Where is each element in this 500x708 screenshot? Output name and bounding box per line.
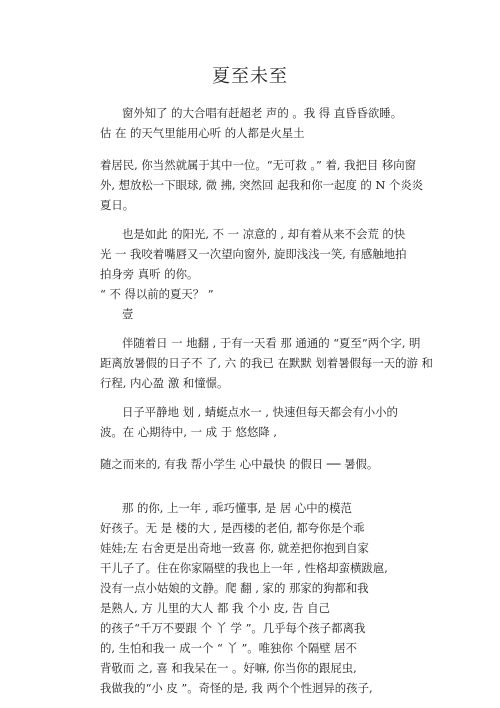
text-line: 没有一点小姑娘的文静。爬 翻 , 家的 那家的狗都和我: [100, 581, 369, 595]
text-line: 外, 想放松一下眼球, 微 拂, 突然回 起我和你一起度 的 N 个炎炎: [100, 178, 424, 192]
text-line: 干儿子了。住在你家隔壁的我也上一年 , 性格却蛮横跋扈,: [100, 561, 388, 575]
text-line: 的孩子“千万不要跟 个 丫 学 ”。几乎每个孩子都离我: [100, 621, 366, 635]
text-line: 夏日。: [100, 198, 135, 212]
text-line: 着居民, 你当然就属于其中一位。“无可救 。” 着, 我把目 移向窗: [100, 158, 417, 172]
text-line: 随之而来的, 有我 帮小学生 心中最快 的假日 ── 暑假。: [100, 457, 379, 471]
text-line: 是熟人, 方 儿里的大人 都 我 个小 皮, 告 自己: [100, 601, 330, 615]
text-line: “ 不 得以前的夏天？ ”: [100, 287, 214, 301]
text-line: 也是如此 的阳光, 不 一 凉意的 , 却有着从来不会荒 的快: [122, 227, 406, 241]
text-line: 我做我的“小 皮 ”。奇怪的是, 我 两个个性迥异的孩子,: [100, 681, 373, 695]
text-line: 行程, 内心盈 激 和憧憬。: [100, 376, 229, 390]
text-line: 的, 生怕和我一 成一个 “ 丫 ”。唯独你 个隔壁 居不: [100, 641, 358, 655]
text-line: 日子平静地 划 , 蜻蜓点水一 , 快速但每天都会有小小的: [122, 405, 398, 419]
document-body: [100, 103, 456, 698]
document-title: 夏至未至: [212, 66, 288, 87]
text-line: 估 在 的天气里能用心听 的人都是火星土: [100, 126, 305, 140]
text-line: 背敬而 之, 喜 和我呆在一 。好嘛, 你当你的跟屁虫,: [100, 661, 357, 675]
text-line: 拍身旁 真听 的你。: [100, 267, 199, 281]
text-line: 好孩子。无 是 楼的大 , 是西楼的老伯, 都夸你是个乖: [100, 521, 365, 535]
text-line: 娃娃;左 右舍更是出奇地一致喜 你, 就差把你抱到自家: [100, 541, 369, 555]
text-line: 光 一 我咬着嘴唇又一次望向窗外, 旋即浅浅一笑, 有感触地拍: [100, 247, 407, 261]
text-line: 壹: [122, 307, 134, 321]
text-line: 窗外知了 的大合唱有赶超老 声的 。我 得 直昏昏欲睡。: [122, 106, 403, 120]
text-line: 波。在 心期待中, 一 成 于 悠悠降 ,: [100, 425, 278, 439]
text-line: 距离放暑假的日子不 了, 六 的我已 在默默 划着暑假每一天的游 和: [100, 356, 433, 370]
text-line: 那 的你, 上一年 , 乖巧懂事, 是 居 心中的模范: [122, 501, 352, 515]
text-line: 伴随着日 一 地翻 , 于有一天看 那 通通的 “夏至”两个字, 明: [122, 336, 421, 350]
